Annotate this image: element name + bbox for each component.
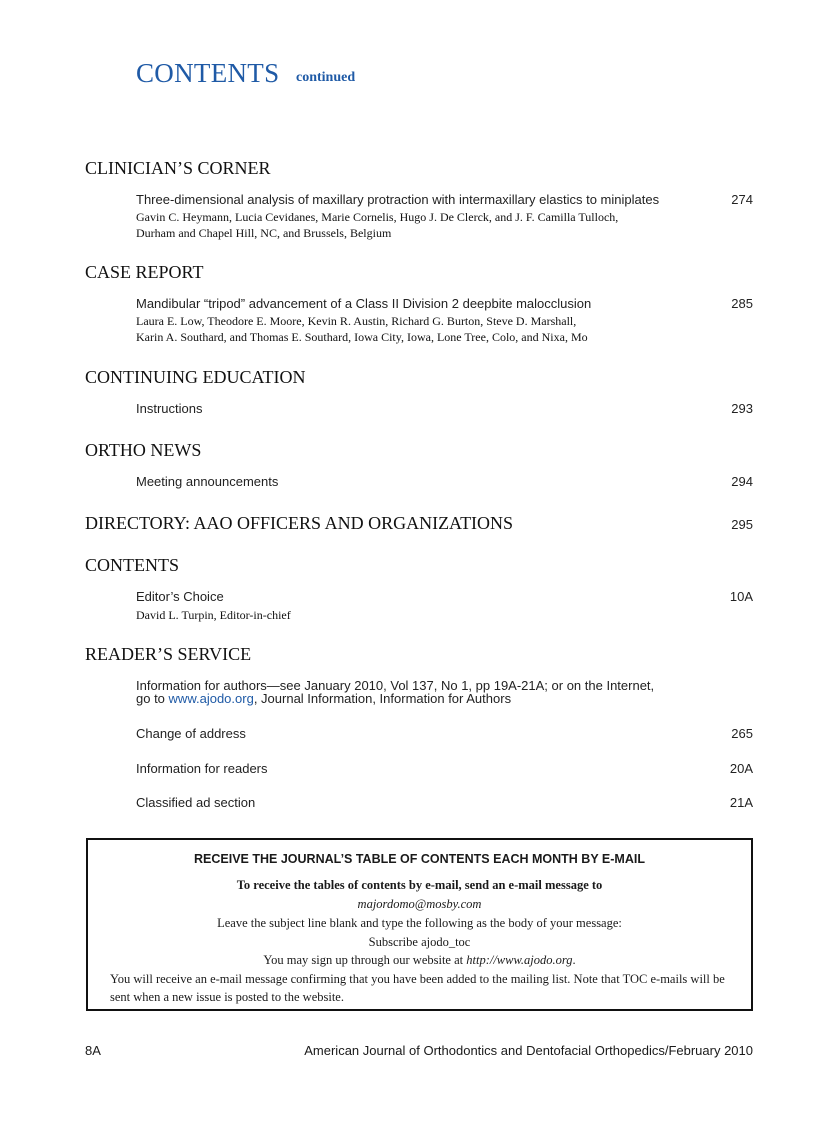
signup-suffix: .	[572, 953, 576, 967]
article-authors: Laura E. Low, Theodore E. Moore, Kevin R. Austin, Richard G. Burton, Steve D. Marshall,	[136, 314, 577, 328]
article-authors: Karin A. Southard, and Thomas E. Southard, Iowa City, Iowa, Lone Tree, Colo, and Nixa, Mo	[136, 330, 588, 344]
article-title[interactable]: Meeting announcements	[136, 474, 279, 489]
article-title[interactable]: Instructions	[136, 401, 203, 416]
article-title[interactable]: Change of address	[136, 726, 246, 741]
footer-journal: American Journal of Orthodontics and Dentofacial Orthopedics/February 2010	[304, 1043, 753, 1058]
section-heading-ortho-news: ORTHO NEWS	[85, 440, 202, 460]
page-number: 295	[731, 517, 753, 532]
article-title[interactable]: Classified ad section	[136, 795, 256, 810]
page-number: 21A	[729, 795, 753, 810]
section-heading-contents: CONTENTS	[85, 555, 179, 575]
authors-info-text	[136, 691, 511, 706]
subscribe-command: Subscribe ajodo_toc	[368, 935, 471, 949]
email-box-instruction: Leave the subject line blank and type the following as the body of your message:	[217, 916, 622, 930]
signup-link[interactable]: http://www.ajodo.org	[466, 953, 573, 967]
page-number: 293	[731, 401, 753, 416]
page-number: 274	[731, 192, 753, 207]
email-box-note: You will receive an e-mail message confirming that you have been added to the mailing list. Note that TOC e-mails will be sent when a new issue is posted to the website.	[110, 972, 725, 1004]
article-title[interactable]: Three-dimensional analysis of maxillary protraction with intermaxillary elastics to miniplates	[136, 192, 660, 207]
page-number: 294	[731, 474, 753, 489]
authors-info-suffix: , Journal Information, Information for Authors	[253, 691, 512, 706]
article-title[interactable]: Mandibular “tripod” advancement of a Class II Division 2 deepbite malocclusion	[136, 296, 592, 311]
email-box-signup	[88, 953, 751, 968]
page-number: 20A	[729, 761, 753, 776]
page-number: 265	[731, 726, 753, 741]
article-title[interactable]: Information for readers	[136, 761, 268, 776]
section-heading-continuing-education: CONTINUING EDUCATION	[85, 367, 306, 387]
email-box-heading: RECEIVE THE JOURNAL’S TABLE OF CONTENTS EACH MONTH BY E-MAIL	[194, 852, 645, 866]
article-title[interactable]: Editor’s Choice	[136, 589, 224, 604]
authors-info-prefix: go to	[136, 691, 165, 706]
section-heading-clinicians-corner: CLINICIAN’S CORNER	[85, 158, 271, 178]
signup-prefix: You may sign up through our website at	[263, 953, 464, 967]
article-location: Durham and Chapel Hill, NC, and Brussels, Belgium	[136, 226, 392, 240]
footer-page-number: 8A	[85, 1043, 101, 1058]
email-address[interactable]: majordomo@mosby.com	[357, 897, 482, 911]
website-link[interactable]: www.ajodo.org	[168, 691, 254, 706]
email-subscription-box	[86, 838, 753, 1011]
page-title: CONTENTS	[136, 58, 280, 88]
article-authors: David L. Turpin, Editor-in-chief	[136, 608, 291, 622]
authors-info-text: Information for authors—see January 2010, Vol 137, No 1, pp 19A-21A; or on the Internet,	[136, 678, 655, 693]
section-heading-readers-service: READER’S SERVICE	[85, 644, 252, 664]
section-heading-directory[interactable]: DIRECTORY: AAO OFFICERS AND ORGANIZATIONS	[85, 513, 514, 533]
page-number: 10A	[729, 589, 753, 604]
page-number: 285	[731, 296, 753, 311]
email-box-instruction: To receive the tables of contents by e-mail, send an e-mail message to	[236, 878, 603, 892]
article-authors: Gavin C. Heymann, Lucia Cevidanes, Marie Cornelis, Hugo J. De Clerck, and J. F. Camilla Tulloch,	[136, 210, 619, 224]
section-heading-case-report: CASE REPORT	[85, 262, 204, 282]
page-subtitle: continued	[296, 70, 356, 85]
